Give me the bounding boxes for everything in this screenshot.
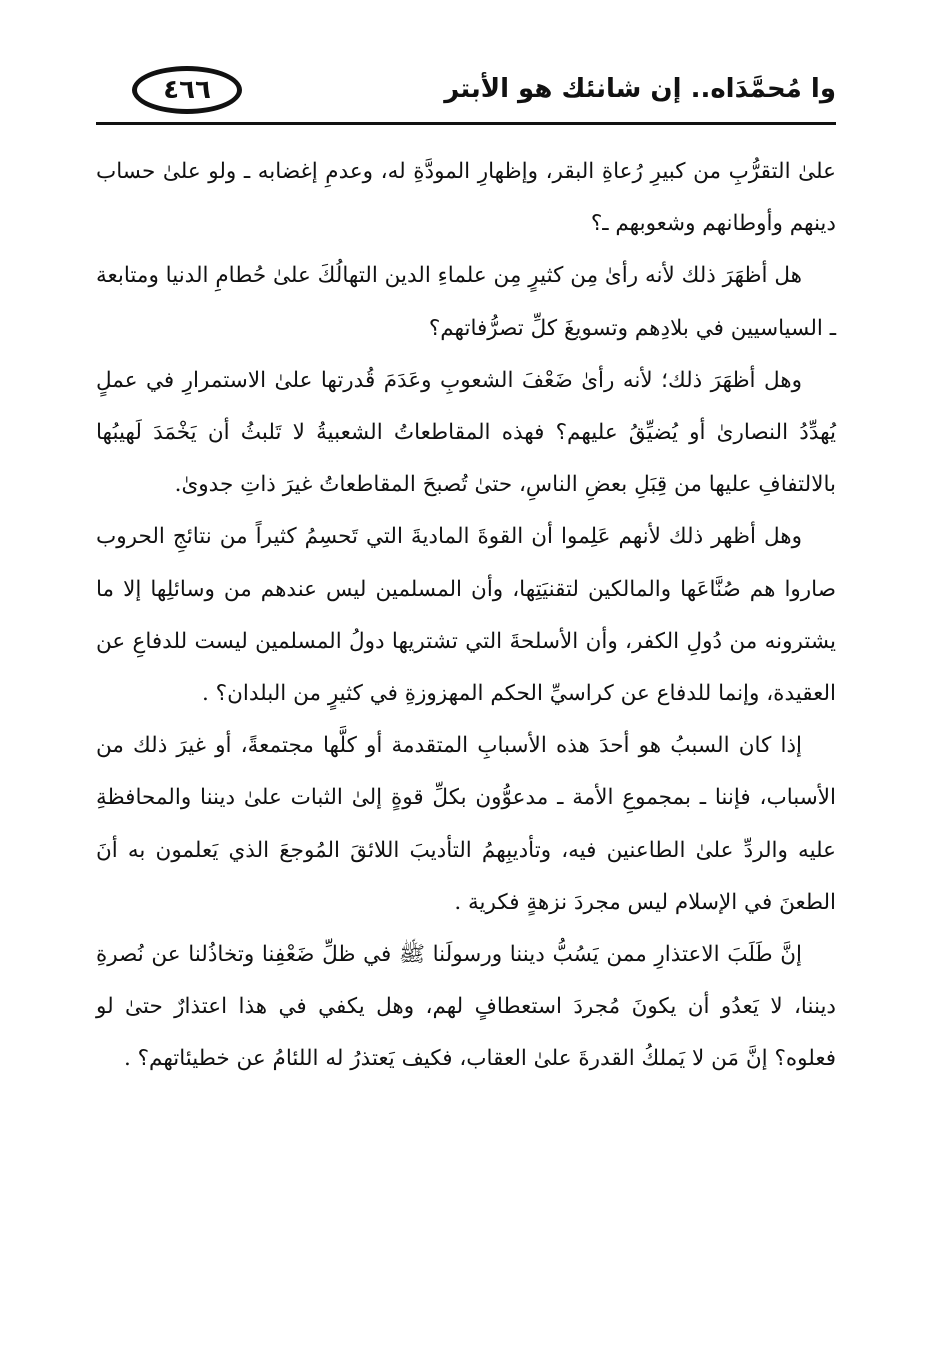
- page-number: ٤٦٦: [163, 75, 211, 105]
- page-number-badge: [132, 66, 242, 114]
- page-body: [96, 146, 836, 1086]
- header-divider: [96, 122, 836, 125]
- running-title: وا مُحمَّدَاه.. إن شانئك هو الأبتر: [444, 74, 836, 104]
- paragraph: وهل أظهَرَ ذلك؛ لأنه رأىٰ ضَعْفَ الشعوبِ وعَدَمَ قُدرتها علىٰ الاستمرارِ في عملٍ يُهدِّدُ النصارىٰ أو يُضيِّقُ عليهم؟ فهذه المقاطعاتُ الشعبيةُ لا تَلبثُ أن يَخْمَدَ لَهيبُها بالالتفافِ عليها من قِبَلِ بعضِ الناسِ، حتىٰ تُصبحَ المقاطعاتُ غيرَ ذاتِ جدوىٰ.: [96, 367, 836, 498]
- paragraph: إذا كان السببُ هو أحدَ هذه الأسبابِ المتقدمة أو كلَّها مجتمعةً، أو غيرَ ذلك من الأسباب، فإننا ـ بمجموعِ الأمة ـ مدعوُّون بكلِّ قوةٍ إلىٰ الثبات علىٰ ديننا والمحافظةِ عليه والردِّ علىٰ الطاعنين فيه، وتأديبِهمُ التأديبَ اللائقَ المُوجعَ الذي يَعلمون به أنَ الطعنَ في الإسلام ليس مجردَ نزهةٍ فكرية .: [96, 733, 836, 915]
- paragraph: هل أظهَرَ ذلك لأنه رأىٰ مِن كثيرٍ مِن علماءِ الدين التهالُكَ علىٰ حُطامِ الدنيا ومتابعة ـ السياسيين في بلادِهم وتسويغَ كلِّ تصرُّفاتهم؟: [96, 263, 836, 341]
- paragraph: علىٰ التقرُّبِ من كبيرِ رُعاةِ البقر، وإظهارِ المودَّةِ له، وعدمِ إغضابه ـ ولو علىٰ حساب دينهم وأوطانهم وشعوبهم ـ؟: [96, 159, 836, 237]
- paragraph: وهل أظهر ذلك لأنهم عَلِموا أن القوةَ الماديةَ التي تَحسِمُ كثيراً من نتائجِ الحروب صاروا هم صُنَّاعَها والمالكين لتقنيَتِها، وأن المسلمين ليس عندهم من وسائلِها إلا ما يشترونه من دُولِ الكفر، وأن الأسلحةَ التي تشتريها دولُ المسلمين ليست للدفاعِ عن العقيدة، وإنما للدفاع عن كراسيِّ الحكم المهزوزةِ في كثيرٍ من البلدان؟ .: [96, 524, 836, 707]
- page-header: [96, 66, 836, 122]
- paragraph: إنَّ طَلَبَ الاعتذارِ ممن يَسُبُّ ديننا ورسولَنا ﷺ في ظلِّ ضَعْفِنا وتخاذُلنا عن نُصرةِ ديننا، لا يَعدُو أن يكونَ مُجردَ استعطافٍ لهم، وهل يكفي في هذا اعتذارٌ حتىٰ لو فعلوه؟ إنَّ مَن لا يَملكُ القدرةَ علىٰ العقاب، فكيف يَعتذرُ له اللئامُ عن خطيئاتهم؟ .: [96, 942, 836, 1072]
